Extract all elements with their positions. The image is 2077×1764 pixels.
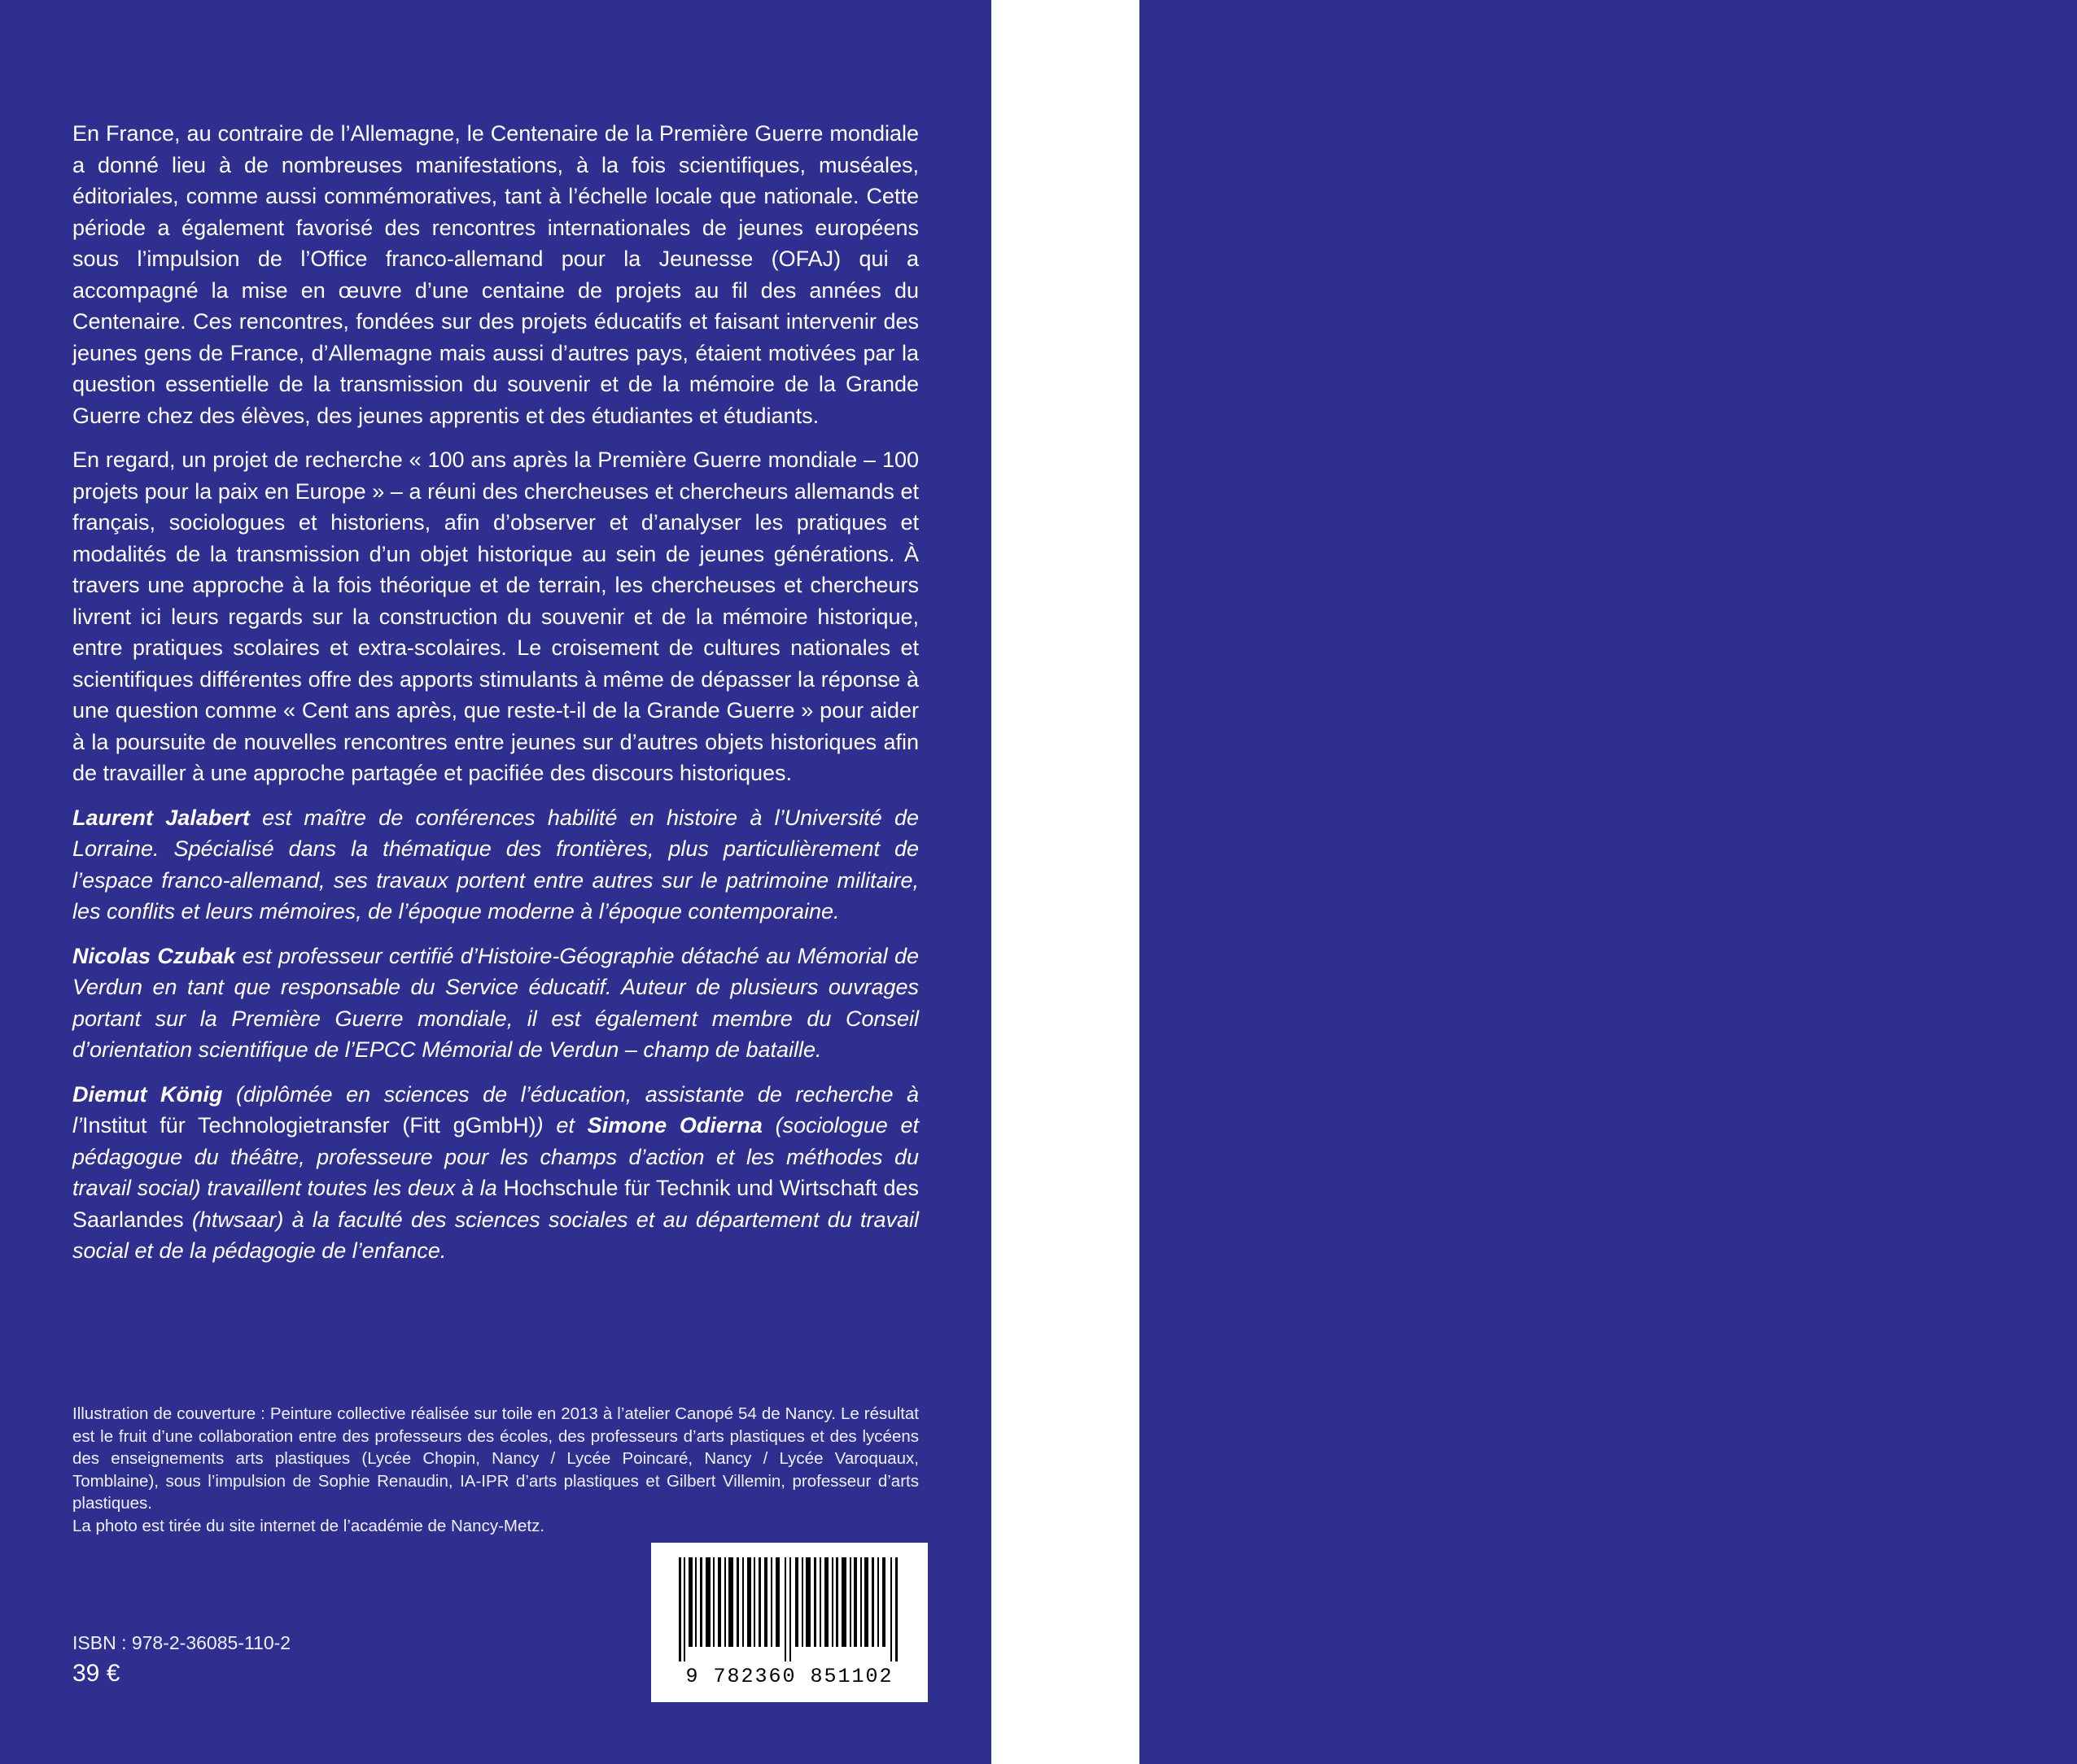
summary-paragraph-1: En France, au contraire de l’Allemagne, le Centenaire de la Première Guerre mondiale a donné lieu à de nombreuses manifestations, à la fois scientifiques, muséales, éditoriales, comme aussi commémoratives, tant à l’échelle locale que nationale. Cette période a également favorisé des rencontres internationales de jeunes européens sous l’impulsion de l’Office franco-allemand pour la Jeunesse (OFAJ) qui a accompagné la mise en œuvre d’une centaine de projets au fil des années du Centenaire. Ces rencontres, fondées sur des projets éducatifs et faisant intervenir des jeunes gens de France, d’Allemagne mais aussi d’autres pays, étaient motivées par la question essentielle de la transmission du souvenir et de la mémoire de la Grande Guerre chez des élèves, des jeunes apprentis et des étudiantes et étudiants. bbox=[72, 121, 919, 428]
back-cover-main bbox=[0, 0, 991, 1764]
bio-text: est professeur certifié d’Histoire-Géographie détaché au Mémorial de Verdun en tant que responsable du Service éducatif. Auteur de plusieurs ouvrages portant sur la Première Guerre mondiale, il est également membre du Conseil d’orientation scientifique de l’EPCC Mémorial de Verdun – champ de bataille. bbox=[72, 943, 919, 1062]
spine-sidebar bbox=[991, 0, 2063, 1764]
author-name: Nicolas Czubak bbox=[72, 943, 236, 968]
author-name: Laurent Jalabert bbox=[72, 805, 250, 830]
bio-czubak bbox=[72, 941, 919, 1066]
bio-text: (sociologue et pédagogue du théâtre, professeure pour les champs d’action et les méthodes du travail social) travaillent toutes les deux à la bbox=[72, 1113, 919, 1200]
series-title: Dialogues / Dialoge bbox=[2026, 127, 2063, 394]
bio-text: est maître de conférences habilité en histoire à l’Université de Lorraine. Spécialisé dans la thématique des frontières, plus particulièrement de l’espace franco-allemand, ses travaux portent entre autres sur le patrimoine militaire, les conflits et leurs mémoires, de l’époque moderne à l’époque contemporaine. bbox=[72, 805, 919, 923]
series-label-box bbox=[2012, 57, 2077, 464]
summary-paragraph-2: En regard, un projet de recherche « 100 ans après la Première Guerre mondiale – 100 projets pour la paix en Europe » – a réuni des chercheuses et chercheurs allemands et français, sociologues et historiens, afin d’observer et d’analyser les pratiques et modalités de la transmission d’un objet historique au sein de jeunes générations. À travers une approche à la fois théorique et de terrain, les chercheuses et chercheurs livrent ici leurs regards sur la construction du souvenir et de la mémoire historique, entre pratiques scolaires et extra-scolaires. Le croisement de cultures nationales et scientifiques différentes offre des apports stimulants à même de dépasser la réponse à une question comme « Cent ans après, que reste-t-il de la Grande Guerre » pour aider à la poursuite de nouvelles rencontres entre jeunes sur d’autres objets historiques afin de travailler à une approche partagée et pacifiée des discours historiques. bbox=[72, 448, 919, 785]
price: 39 € bbox=[72, 1660, 120, 1687]
barcode bbox=[651, 1543, 928, 1702]
bio-jalabert bbox=[72, 802, 919, 928]
illustration-credit: Illustration de couverture : Peinture collective réalisée sur toile en 2013 à l’atelier Canopé 54 de Nancy. Le résultat est le fruit d’une collaboration entre des professeurs des écoles, des professeurs d’arts plastiques et des lycéens des enseignements arts plastiques (Lycée Chopin, Nancy / Lycée Poincaré, Nancy / Lycée Varoquaux, Tomblaine), sous l’impulsion de Sophie Renaudin, IA-IPR d’arts plastiques et Gilbert Villemin, professeur d’arts plastiques. bbox=[72, 1404, 919, 1513]
author-bios bbox=[72, 802, 919, 1267]
author-name: Simone Odierna bbox=[587, 1113, 763, 1137]
bio-text: (htwsaar) à la faculté des sciences sociales et au département du travail social et de la pédagogie de l’enfance. bbox=[72, 1207, 919, 1263]
barcode-bars bbox=[676, 1557, 903, 1661]
barcode-number: 9 782360 851102 bbox=[685, 1665, 894, 1688]
bio-konig-odierna bbox=[72, 1079, 919, 1267]
cover-credits bbox=[72, 1403, 919, 1537]
isbn: ISBN : 978-2-36085-110-2 bbox=[72, 1632, 291, 1653]
photo-credit: La photo est tirée du site internet de l’académie de Nancy-Metz. bbox=[72, 1516, 545, 1535]
author-name: Diemut König bbox=[72, 1081, 223, 1107]
institution-name: Institut für Technologietransfer (Fitt gGmbH) bbox=[82, 1113, 536, 1137]
bio-text: (diplômée en sciences de l’éducation, assistante de recherche à l’ bbox=[72, 1081, 919, 1137]
body-text bbox=[72, 118, 919, 1280]
bio-text: ) et bbox=[536, 1113, 588, 1137]
institution-name: Hochschule für Technik und Wirtschaft des Saarlandes bbox=[72, 1176, 919, 1232]
